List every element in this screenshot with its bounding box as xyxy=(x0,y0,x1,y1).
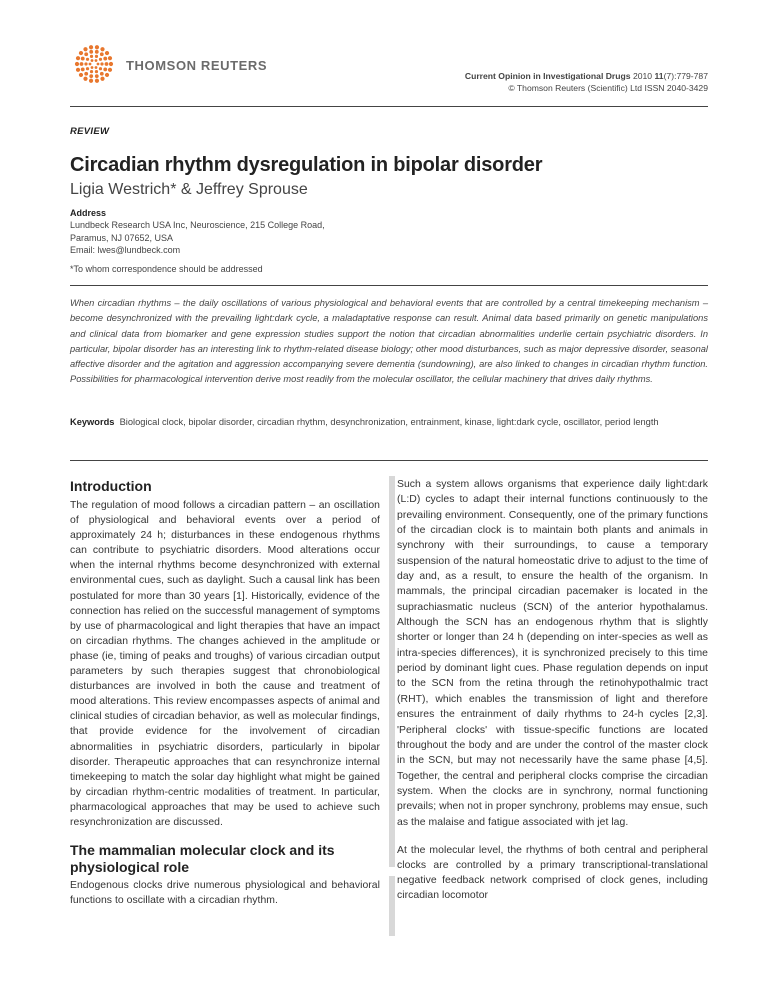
address-heading: Address xyxy=(70,208,107,218)
correspondence-note: *To whom correspondence should be addressed xyxy=(70,264,263,274)
keywords-block xyxy=(70,415,708,431)
section-heading-introduction: Introduction xyxy=(70,478,152,494)
column-divider xyxy=(389,476,395,867)
citation-year: 2010 xyxy=(632,71,653,81)
abstract-top-rule xyxy=(70,285,708,286)
introduction-text: The regulation of mood follows a circadian pattern – an oscillation of physiological and behavioral events over a period of approximately 24 h; disturbances in these endogenous rhythms can contribute to psychiatric disorders. Mood alterations occur when the internal rhythms become desynchronized with external environmental cues, such as daylight. Such a causal link has been postulated for more than 30 years [1]. Historically, evidence of the connection has relied on the successful management of symptoms by use of pharmacological and light therapies that have an impact on circadian rhythms. The changes achieved in the amplitude or phase (ie, timing of peaks and troughs) of various circadian output parameters by such therapies suggest that chronobiological disturbances are involved in both the cause and treatment of mood alterations. This review encompasses aspects of animal and clinical studies of circadian behavior, as well as molecular findings, that provide evidence for the involvement of circadian abnormalities in psychiatric disorders, particularly in bipolar disorder. Therapeutic approaches that can resynchronize internal timekeeping to match the solar day highlight what might be gained by circadian rhythm-centric modalities of treatment. In particular, pharmacological approaches that may be used to achieve such resynchronization are discussed. xyxy=(70,500,380,828)
left-column xyxy=(70,478,380,908)
right-paragraph-2: At the molecular level, the rhythms of both central and peripheral clocks are controlled by a primary transcriptional-translational negative feedback network comprised of clock genes, including circadian locomotor xyxy=(397,844,708,902)
publisher-name: THOMSON REUTERS xyxy=(126,58,268,73)
keywords-label: Keywords xyxy=(70,417,115,427)
journal-name: Current Opinion in Investigational Drugs xyxy=(464,71,631,81)
abstract: When circadian rhythms – the daily oscillations of various physiological and behavioral events that are controlled by a central timekeeping mechanism – become desynchronized with the prevailing light:dark cycle, a maladaptative response can result. Animal data based primarily on genetic manipulations and clinical data from biomarker and gene expression studies support the notion that circadian abnormalities underlie certain psychiatric disorders. In particular, bipolar disorder has an interesting link to rhythm-related disease biology; other mood disturbances, such as major depressive disorder, seasonal affective disorder and the agitation and aggression accompanying severe dementia (sundowning), are also linked to changes in circadian rhythm function. Possibilities for pharmacological intervention derive most readily from the molecular oscillator, the cellular machinery that drives daily rhythms. xyxy=(70,298,708,385)
address-block xyxy=(70,219,325,257)
journal-copyright: © Thomson Reuters (Scientific) Ltd ISSN 2040-3429 xyxy=(508,83,708,93)
citation-volume: 11 xyxy=(654,71,664,81)
right-column xyxy=(397,477,708,903)
journal-info xyxy=(465,70,708,94)
section-heading-molecular-clock: The mammalian molecular clock and its physiological role xyxy=(70,842,335,876)
address-line: Paramus, NJ 07652, USA xyxy=(70,232,174,243)
article-authors: Ligia Westrich* & Jeffrey Sprouse xyxy=(70,181,308,198)
address-line: Lundbeck Research USA Inc, Neuroscience, 215 College Road, xyxy=(70,220,325,230)
keywords-bottom-rule xyxy=(70,460,708,461)
keywords-list: Biological clock, bipolar disorder, circadian rhythm, desynchronization, entrainment, kinase, light:dark cycle, oscillator, period length xyxy=(119,417,659,427)
column-divider xyxy=(389,876,395,936)
author-email: Email: lwes@lundbeck.com xyxy=(70,245,181,255)
section-label: REVIEW xyxy=(70,126,110,137)
header-rule xyxy=(70,106,708,107)
thomson-reuters-logo-icon xyxy=(72,42,116,86)
right-paragraph-1: Such a system allows organisms that experience daily light:dark (L:D) cycles to adapt their internal functions continuously to the prevailing environment. Consequently, one of the primary functions of the circadian clock is to maintain both plants and animals in synchrony with their surroundings, to cause a temporary suspension of the natural homeostatic drive to adjust to the time of day and, as a result, to ensure the health of the organism. In mammals, the principal circadian pacemaker is located in the suprachiasmatic nucleus (SCN) of the anterior hypothalamus. Although the SCN has an endogenous rhythm that is slightly shorter or longer than 24 h (depending on inter-species as well as intra-species differences), it is synchronized precisely to this time period by dominant light cues. Phase regulation depends on input to the SCN from the retina through the retinohypothalmic tract (RHT), which enables the transmission of light and therefore ensures the entrainment of daily rhythms to 24-h cycles [2,3]. 'Peripheral clocks' with tissue-specific functions are located throughout the body and are under the control of the master clock in the SCN, but may not necessarily have the same phase [4,5]. Together, the central and peripheral clocks comprise the circadian system. When the clocks are in synchrony, normal functioning prevails; when not in proper synchrony, problems may ensue, such as the malaise and fatigue associated with jet lag. xyxy=(397,479,708,828)
citation-pages: (7):779-787 xyxy=(663,71,708,81)
molecular-clock-text: Endogenous clocks drive numerous physiological and behavioral functions to oscillate with a circadian rhythm. xyxy=(70,880,380,907)
article-title: Circadian rhythm dysregulation in bipolar disorder xyxy=(70,154,543,176)
